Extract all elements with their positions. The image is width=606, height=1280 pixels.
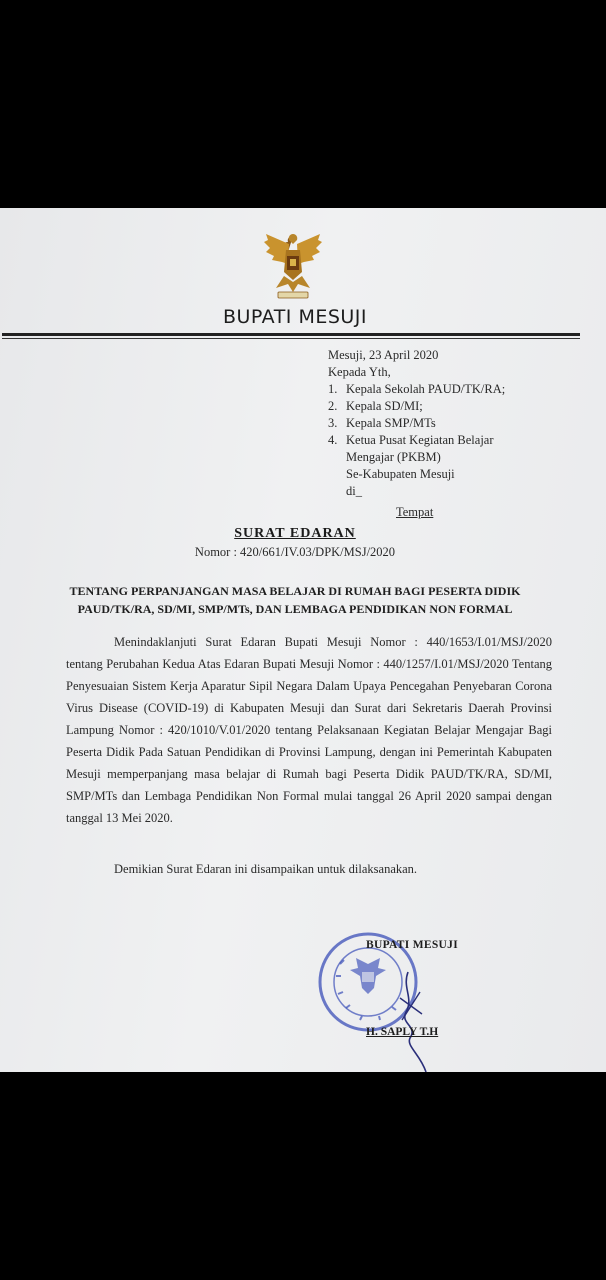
- recipient-text: Ketua Pusat Kegiatan Belajar: [346, 433, 494, 447]
- letterhead-rule-thin: [2, 338, 580, 339]
- recipient-4-continuation: Mengajar (PKBM): [346, 450, 441, 464]
- recipient-text: Kepala Sekolah PAUD/TK/RA;: [346, 382, 506, 396]
- signatory-name: H. SAPLY T.H: [366, 1026, 439, 1038]
- recipient-item: [328, 415, 505, 432]
- garuda-emblem-icon: [262, 230, 324, 302]
- circular-body: Menindaklanjuti Surat Edaran Bupati Mesuji Nomor : 440/1653/I.01/MSJ/2020 tentang Perubahan Kedua Atas Edaran Bupati Mesuji Nomor : 440/1257/I.01/MSJ/2020 Tentang Penyesuaian Sistem Kerja Aparatur Sipil Negara Dalam Upaya Pencegahan Penyebaran Corona Virus Disease (COVID-19) di Kabupaten Mesuji dan Surat dari Sekretaris Daerah Provinsi Lampung Nomor : 420/1010/V.01/2020 tentang Pelaksanaan Kegiatan Belajar Mengajar Bagi Peserta Didik Pada Satuan Pendidikan di Provinsi Lampung, dengan ini Pemerintah Kabupaten Mesuji memperpanjang masa belajar di Rumah bagi Peserta Didik PAUD/TK/RA, SD/MI, SMP/MTs dan Lembaga Pendidikan Non Formal mulai tanggal 26 April 2020 sampai dengan tanggal 13 Mei 2020.: [66, 635, 552, 825]
- di-line: di_: [346, 484, 362, 498]
- circular-title: SURAT EDARAN: [234, 526, 356, 541]
- letterhead-title: BUPATI MESUJI: [222, 306, 368, 328]
- letter-paper: [0, 208, 606, 1072]
- recipient-item: [328, 381, 505, 398]
- circular-subject: [50, 582, 540, 618]
- to-label: Kepada Yth,: [328, 365, 391, 379]
- recipient-number: 4.: [328, 433, 338, 447]
- place-line: Tempat: [396, 505, 434, 519]
- recipient-item: [328, 398, 505, 415]
- handwritten-signature-icon: [380, 968, 440, 1072]
- recipient-number: 2.: [328, 399, 338, 413]
- recipient-number: 3.: [328, 416, 338, 430]
- recipient-number: 1.: [328, 382, 338, 396]
- circular-number: Nomor : 420/661/IV.03/DPK/MSJ/2020: [194, 545, 396, 559]
- letterhead-rule-thick: [2, 333, 580, 336]
- region-line: Se-Kabupaten Mesuji: [346, 467, 455, 481]
- subject-line-1: TENTANG PERPANJANGAN MASA BELAJAR DI RUMAH BAGI PESERTA DIDIK: [69, 584, 521, 598]
- closing-sentence: Demikian Surat Edaran ini disampaikan untuk dilaksanakan.: [114, 862, 418, 876]
- recipient-list: [328, 381, 505, 449]
- recipient-text: Kepala SD/MI;: [346, 399, 423, 413]
- date-line: Mesuji, 23 April 2020: [328, 348, 439, 362]
- address-block: [328, 347, 505, 521]
- recipient-text: Kepala SMP/MTs: [346, 416, 436, 430]
- subject-line-2: PAUD/TK/RA, SD/MI, SMP/MTs, DAN LEMBAGA PENDIDIKAN NON FORMAL: [77, 602, 513, 616]
- recipient-item: [328, 432, 505, 449]
- signatory-title: BUPATI MESUJI: [366, 939, 458, 951]
